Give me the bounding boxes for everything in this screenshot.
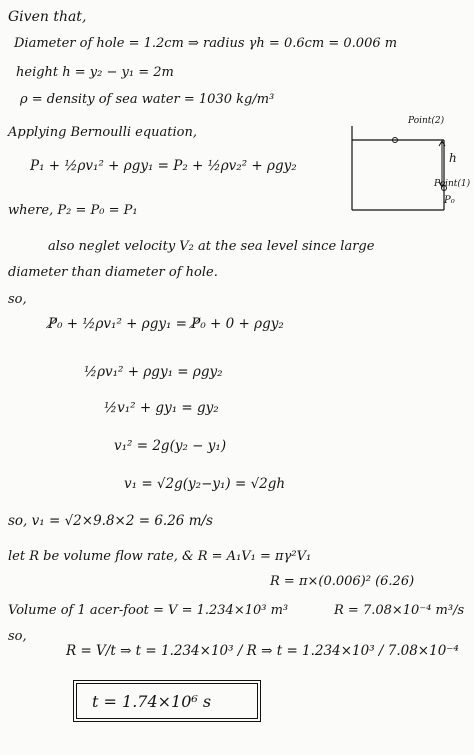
flow-rate-definition: let R be volume flow rate, & R = A₁V₁ = πγ²V₁ [8, 549, 312, 564]
where-line: where, P₂ = P₀ = P₁ [8, 203, 138, 218]
neglect-line-2: diameter than diameter of hole. [8, 265, 218, 280]
step-3-equation: ½v₁² + gy₁ = gy₂ [104, 400, 219, 416]
step-1-equation: P̸₀ + ½ρv₁² + ρgy₁ = P̸₀ + 0 + ρgy₂ [48, 316, 284, 332]
velocity-value: so, v₁ = √2×9.8×2 = 6.26 m/s [8, 513, 213, 529]
step-5-equation: v₁ = √2g(y₂−y₁) = √2gh [124, 476, 286, 492]
point-2-label: Point(2) [408, 116, 445, 126]
final-answer: t = 1.74×10⁶ s [92, 692, 212, 711]
given-heading: Given that, [8, 9, 87, 25]
pressure-p0-label: P₀ [444, 195, 455, 206]
height-label: h [449, 151, 457, 165]
step-2-equation: ½ρv₁² + ρgy₁ = ρgy₂ [84, 364, 223, 380]
bernoulli-equation: P₁ + ½ρv₁² + ρgy₁ = P₂ + ½ρv₂² + ρgy₂ [30, 158, 297, 174]
density-line: ρ = density of sea water = 1030 kg/m³ [20, 92, 275, 107]
so-label-2: so, [8, 629, 27, 644]
so-label-1: so, [8, 292, 27, 307]
step-4-equation: v₁² = 2g(y₂ − y₁) [114, 438, 227, 454]
diameter-line: Diameter of hole = 1.2cm ⇒ radius γh = 0.6cm = 0.006 m [14, 36, 398, 51]
flow-rate-value: R = 7.08×10⁻⁴ m³/s [334, 603, 465, 618]
neglect-line-1: also neglet velocity V₂ at the sea level since large [48, 239, 375, 254]
height-line: height h = y₂ − y₁ = 2m [16, 65, 174, 80]
tank-diagram [340, 112, 460, 212]
time-derivation: R = V/t ⇒ t = 1.234×10³ / R ⇒ t = 1.234×10³ / 7.08×10⁻⁴ [66, 643, 459, 659]
point-1-label: Point(1) [434, 179, 471, 189]
flow-rate-calculation: R = π×(0.006)² (6.26) [270, 574, 415, 589]
acre-foot-volume: Volume of 1 acer-foot = V = 1.234×10³ m³ [8, 603, 289, 618]
applying-heading: Applying Bernoulli equation, [8, 125, 198, 140]
